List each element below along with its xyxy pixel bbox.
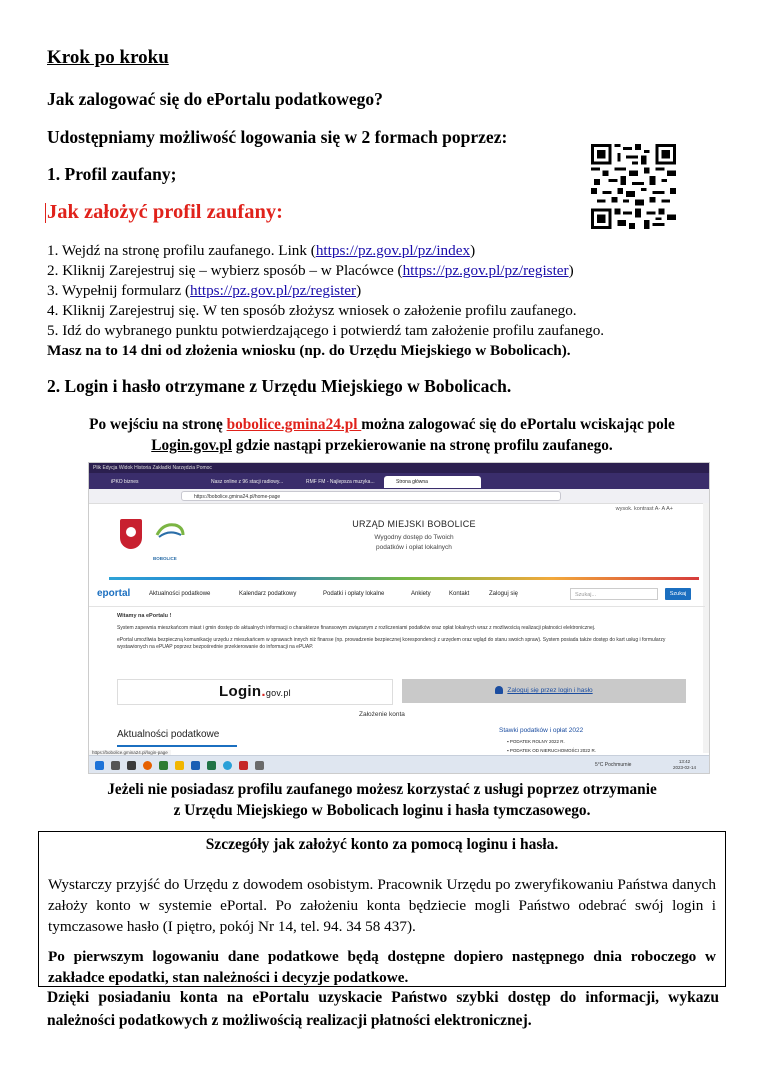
urzad-title: URZĄD MIEJSKI BOBOLICE <box>352 519 476 529</box>
urzad-block <box>229 519 599 553</box>
url-field[interactable]: https://bobolice.gmina24.pl/home-page <box>181 491 561 501</box>
welcome-paragraph-2: ePortal umożliwia bezpieczną komunikację urzędu z mieszkańcem w sprawach innych niż finanse (np. prowadzenie bezpiecznej korespondencji z urzędem oraz wgląd do stanu swoich spraw). System posiada także dostęp do kart usług i formularzy wystawionych na ePUAP poprzez bezpośrednie przekierowanie do informacji na ePUAP. <box>117 637 666 650</box>
intro-heading: Udostępniamy możliwość logowania się w 2 formach poprzez: <box>47 127 508 147</box>
stawki-heading: Stawki podatków i opłat 2022 <box>499 727 584 734</box>
nav-kalendarz[interactable]: Kalendarz podatkowy <box>239 591 297 597</box>
step-2: 2. Kliknij Zarejestruj się – wybierz sposób – w Placówce (https://pz.gov.pl/pz/register) <box>47 262 574 279</box>
nav-zaloguj[interactable]: Zaloguj się <box>489 591 519 597</box>
browser-tab-2[interactable]: Nasz online z 96 stacji radiowy... <box>211 479 284 485</box>
step-1: 1. Wejdź na stronę profilu zaufanego. Link (https://pz.gov.pl/pz/index) <box>47 242 476 259</box>
logo-text: BOBOLICE <box>153 556 177 561</box>
section-login-haslo: 2. Login i hasło otrzymane z Urzędu Miejskiego w Bobolicach. <box>47 376 512 396</box>
bobolice-logo-icon <box>153 519 187 549</box>
final-note: Dzięki posiadaniu konta na ePortalu uzyskacie Państwo szybki dostęp do informacji, wykazu należności podatkowych z możliwością realizacji płatności elektronicznej. <box>47 989 719 1029</box>
podatek-rolny-link[interactable]: ▪ PODATEK ROLNY 2022 R. <box>507 739 565 744</box>
nav-podatki[interactable]: Podatki i opłaty lokalne <box>323 591 385 597</box>
aktualnosci-heading: Aktualności podatkowe <box>117 729 220 740</box>
search-input[interactable]: Szukaj... <box>570 588 658 600</box>
site-header <box>109 513 669 567</box>
login-gov-link[interactable]: Login.gov.pl <box>151 437 233 454</box>
nav-ankiety[interactable]: Ankiety <box>411 591 431 597</box>
browser-menubar: Plik Edycja Widok Historia Zakładki Narzędzia Pomoc <box>89 463 709 473</box>
coat-of-arms-icon <box>120 519 142 549</box>
pz-register-link[interactable]: https://pz.gov.pl/pz/register <box>402 262 569 279</box>
search-icon[interactable] <box>111 761 120 770</box>
aktualnosci-underline <box>117 745 237 747</box>
pz-register-link-2[interactable]: https://pz.gov.pl/pz/register <box>190 282 357 299</box>
deadline-note: Masz na to 14 dni od złożenia wniosku (np. do Urzędu Miejskiego w Bobolicach). <box>47 342 571 359</box>
nav-aktualnosci[interactable]: Aktualności podatkowe <box>149 591 211 597</box>
folder-icon[interactable] <box>175 761 184 770</box>
windows-start-icon[interactable] <box>95 761 104 770</box>
details-paragraph-2: Po pierwszym logowaniu dane podatkowe będą dostępne dopiero następnego dnia roboczego w zakładce epodatki, stan należności i decyzje podatkowe. <box>48 948 716 986</box>
podatek-nieruchomosci-link[interactable]: ▪ PODATEK OD NIERUCHOMOŚCI 2022 R. <box>507 748 597 753</box>
browser-tab-1[interactable]: iPKO biznes <box>111 479 139 485</box>
login-gov-logo: Login.gov.pl <box>219 683 291 700</box>
step-5: 5. Idź do wybranego punktu potwierdzającego i potwierdź tam założenie profilu zaufanego. <box>47 322 605 339</box>
app-icon-2[interactable] <box>255 761 264 770</box>
welcome-title: Witamy na ePortalu ! <box>117 613 172 619</box>
excel-icon[interactable] <box>207 761 216 770</box>
eportal-logo[interactable]: eportal <box>97 588 131 599</box>
steps-list <box>47 241 604 361</box>
step-4: 4. Kliknij Zarejestruj się. W ten sposób złożysz wniosek o założenie profilu zaufanego. <box>47 302 577 319</box>
status-url: https://bobolice.gmina24.pl/login-page <box>89 750 171 755</box>
word-icon[interactable] <box>191 761 200 770</box>
accessibility-controls[interactable]: wysok. kontrast A- A A+ <box>615 506 673 512</box>
browser-tab-4[interactable]: Strona główna <box>384 476 481 488</box>
browser-addressbar <box>89 489 709 504</box>
color-divider <box>109 577 699 580</box>
weather-widget[interactable]: 5°C Pochmurnie <box>595 762 632 768</box>
urzad-subtitle-2: podatków i opłat lokalnych <box>376 544 452 551</box>
details-box <box>38 831 726 987</box>
details-title: Szczegóły jak założyć konto za pomocą loginu i hasła. <box>205 836 559 853</box>
windows-taskbar <box>89 755 709 774</box>
qr-code-image <box>591 144 676 229</box>
scrollbar[interactable] <box>703 503 709 753</box>
text-cursor <box>45 203 46 223</box>
step-3: 3. Wypełnij formularz (https://pz.gov.pl/pz/register) <box>47 282 362 299</box>
zalozenie-konta-link[interactable]: Założenie konta <box>359 711 405 718</box>
details-paragraph-1: Wystarczy przyjść do Urzędu z dowodem osobistym. Pracownik Urzędu po zweryfikowaniu Państwa danych założy konto w systemie ePortal. Po założeniu konta będziecie mogli Państwo odebrać swój login i tymczasowe hasło (I piętro, pokój Nr 14, tel. 94. 34 58 437). <box>48 876 716 935</box>
site-nav <box>89 582 705 607</box>
section-profil-zaufany: 1. Profil zaufany; <box>47 164 177 184</box>
urzad-subtitle-1: Wygodny dostęp do Twoich <box>374 534 454 541</box>
bobolice-link[interactable]: bobolice.gmina24.pl <box>226 416 362 433</box>
search-button[interactable]: Szukaj <box>665 588 691 600</box>
portal-info: Po wejściu na stronę bobolice.gmina24.pl można zalogować się do ePortalu wciskając pole Login.gov.pl gdzie nastąpi przekierowanie na stronę profilu zaufanego. <box>89 416 675 454</box>
welcome-section <box>117 613 687 656</box>
login-gov-button[interactable] <box>117 679 393 705</box>
login-password-button[interactable]: Zaloguj się przez login i hasło <box>402 679 686 703</box>
clock[interactable]: 13:42 2023-02-14 <box>673 759 697 770</box>
lock-user-icon <box>495 686 503 694</box>
welcome-paragraph-1: System zapewnia mieszkańcom miast i gmin dostęp do aktualnych informacji o charakterze finansowym związanym z rozliczeniami podatków oraz opłat lokalnych wraz z możliwością realizacji płatności elektronicznej. <box>117 625 596 631</box>
task-view-icon[interactable] <box>127 761 136 770</box>
eportal-screenshot <box>88 462 710 774</box>
question-heading: Jak zalogować się do ePortalu podatkowego? <box>47 89 383 109</box>
pdf-icon[interactable] <box>239 761 248 770</box>
edge-icon[interactable] <box>223 761 232 770</box>
browser-tabbar <box>89 473 709 489</box>
app-icon[interactable] <box>159 761 168 770</box>
pz-index-link[interactable]: https://pz.gov.pl/pz/index <box>315 242 471 259</box>
no-profile-info: Jeżeli nie posiadasz profilu zaufanego możesz korzystać z usługi poprzez otrzymanie z Urzędu Miejskiego w Bobolicach loginu i hasła tymczasowego. <box>107 781 657 819</box>
how-to-heading: Jak założyć profil zaufany: <box>47 201 283 223</box>
firefox-icon[interactable] <box>143 761 152 770</box>
browser-tab-3[interactable]: RMF FM - Najlepsza muzyka... <box>306 479 375 485</box>
page-title: Krok po kroku <box>47 47 169 68</box>
nav-kontakt[interactable]: Kontakt <box>449 591 470 597</box>
